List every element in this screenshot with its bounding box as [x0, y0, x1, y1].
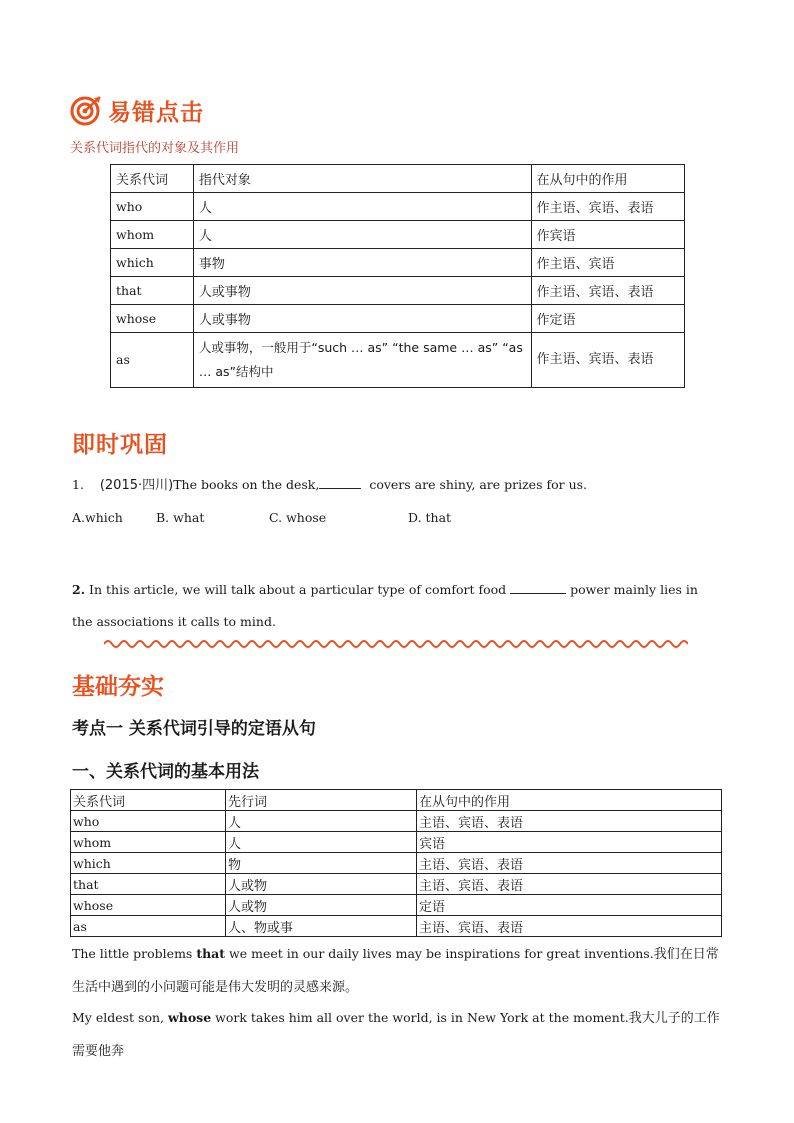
table-cell: which	[111, 249, 194, 277]
option-b[interactable]: B. what	[156, 510, 205, 525]
example-text: My eldest son,	[72, 1010, 168, 1025]
header-cell: 在从句中的作用	[417, 790, 722, 811]
table-cell: 作主语、宾语	[531, 249, 684, 277]
table-cell: 人	[193, 193, 531, 221]
option-c[interactable]: C. whose	[269, 510, 327, 525]
relative-pronoun-usage-table	[70, 789, 722, 937]
table-row	[111, 221, 685, 249]
table-cell: who	[111, 193, 194, 221]
table-cell: 作主语、宾语、表语	[531, 333, 684, 388]
table-cell: 人、物或事	[226, 916, 417, 937]
section-title: 易错点击	[108, 99, 204, 126]
table-cell: 事物	[193, 249, 531, 277]
table-cell: 人	[226, 832, 417, 853]
example-sentence-2	[72, 1002, 724, 1068]
table-row	[111, 333, 685, 388]
table-cell: as	[111, 333, 194, 388]
table-cell: whose	[71, 895, 226, 916]
table-cell: which	[71, 853, 226, 874]
header-cell: 关系代词	[111, 165, 194, 193]
target-arrow-icon	[70, 93, 104, 127]
table-row	[71, 916, 722, 937]
section-header-practice: 即时巩固	[72, 432, 168, 458]
table-row	[111, 249, 685, 277]
table-cell: 物	[226, 853, 417, 874]
question-1	[72, 474, 587, 496]
table-cell: 人或事物	[193, 277, 531, 305]
wavy-divider	[104, 638, 688, 650]
table-cell: 人	[226, 811, 417, 832]
example-text: The little problems	[72, 946, 197, 961]
table-cell: that	[71, 874, 226, 895]
table-cell: whom	[71, 832, 226, 853]
table-header-row	[111, 165, 685, 193]
example-sentence-1	[72, 938, 724, 1004]
table-cell: whom	[111, 221, 194, 249]
table-cell: 宾语	[417, 832, 722, 853]
question-text: covers are shiny, are prizes for us.	[369, 477, 588, 492]
table-row	[71, 895, 722, 916]
question-source: (2015·四川)	[99, 478, 174, 493]
option-a[interactable]: A.which	[72, 510, 123, 525]
example-keyword: whose	[167, 1010, 212, 1025]
table-cell: 主语、宾语、表语	[417, 853, 722, 874]
question-number: 2.	[72, 582, 86, 597]
question-number: 1.	[72, 477, 84, 492]
example-text: we meet in our daily lives may be inspirations for great inventions.	[225, 946, 654, 961]
section-header-basics: 基础夯实	[72, 674, 164, 700]
table-row	[71, 874, 722, 895]
example-keyword: that	[196, 946, 226, 961]
header-cell: 关系代词	[71, 790, 226, 811]
table-cell: 主语、宾语、表语	[417, 916, 722, 937]
question-2	[72, 574, 712, 638]
table-cell: 人或事物	[193, 305, 531, 333]
question-text: In this article, we will talk about a particular type of comfort food	[89, 582, 507, 597]
table-cell: 作主语、宾语、表语	[531, 193, 684, 221]
example-text: work takes him all over the world, is in New York at the moment.	[211, 1010, 629, 1025]
table-cell: 作宾语	[531, 221, 684, 249]
table-caption: 关系代词指代的对象及其作用	[70, 141, 240, 156]
table-cell: 作主语、宾语、表语	[531, 277, 684, 305]
table-cell: 定语	[417, 895, 722, 916]
example-translation: 我大儿子的工作需要他奔	[72, 1011, 720, 1059]
table-cell: whose	[111, 305, 194, 333]
question-text: The books on the desk,	[173, 477, 320, 492]
table-cell: 人或物	[226, 895, 417, 916]
table-row	[111, 193, 685, 221]
table-cell: 作定语	[531, 305, 684, 333]
subtopic-heading: 一、关系代词的基本用法	[72, 762, 259, 782]
table-cell: 主语、宾语、表语	[417, 811, 722, 832]
topic-heading: 考点一 关系代词引导的定语从句	[72, 719, 316, 739]
header-cell: 在从句中的作用	[531, 165, 684, 193]
table-row	[71, 811, 722, 832]
section-header-error-points	[70, 92, 204, 128]
question-text: power mainly lies in the associations it calls to mind.	[72, 582, 698, 629]
option-d[interactable]: D. that	[408, 510, 452, 525]
table-cell: 主语、宾语、表语	[417, 874, 722, 895]
table-header-row	[71, 790, 722, 811]
table-cell: that	[111, 277, 194, 305]
answer-blank[interactable]	[510, 579, 566, 594]
table-row	[71, 832, 722, 853]
table-cell: 人或事物，一般用于“such … as” “the same … as” “as … as”结构中	[193, 333, 531, 388]
table-cell: 人或物	[226, 874, 417, 895]
table-cell: 人	[193, 221, 531, 249]
table-row	[71, 853, 722, 874]
table-row	[111, 305, 685, 333]
table-cell: who	[71, 811, 226, 832]
header-cell: 指代对象	[193, 165, 531, 193]
example-translation: 我们在日常生活中遇到的小问题可能是伟大发明的灵感来源。	[72, 947, 719, 995]
table-row	[111, 277, 685, 305]
header-cell: 先行词	[226, 790, 417, 811]
table-cell: as	[71, 916, 226, 937]
relative-pronoun-reference-table	[110, 164, 685, 388]
answer-blank[interactable]	[319, 474, 361, 489]
